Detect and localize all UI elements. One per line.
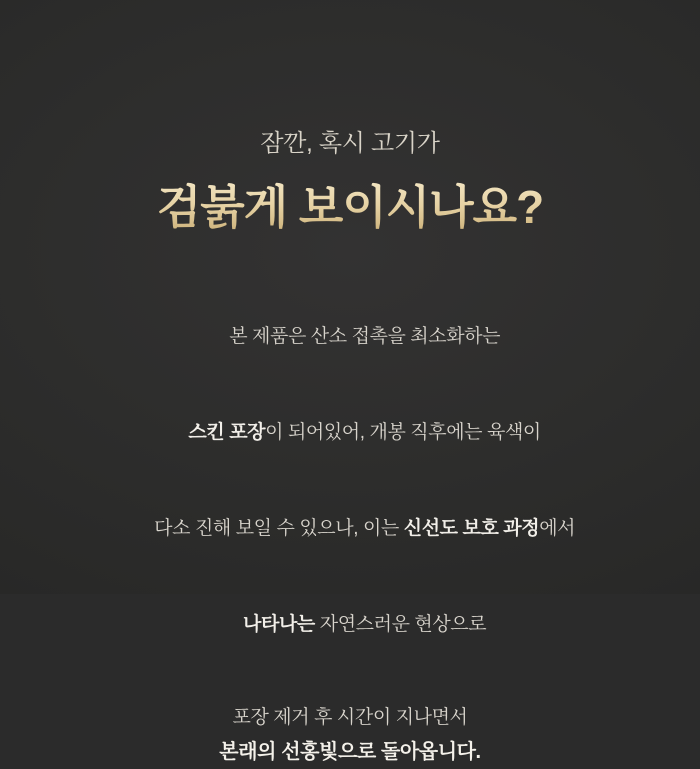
body-line-4 xyxy=(0,577,700,673)
body-line-3-emphasis: 신선도 보호 과정 xyxy=(403,517,540,539)
closing-text-block xyxy=(0,701,700,769)
closing-line-2: 본래의 선홍빛으로 돌아옵니다. xyxy=(219,740,481,763)
body-line-3-text-b: 에서 xyxy=(539,517,576,539)
body-line-2-text: 이 되어있어, 개봉 직후에는 육색이 xyxy=(265,421,541,443)
body-line-4-text: 자연스러운 현상으로 xyxy=(314,613,487,635)
body-line-4-emphasis: 나타나는 xyxy=(243,613,315,635)
closing-line-1: 포장 제거 후 시간이 지나면서 xyxy=(232,706,468,728)
body-line-3 xyxy=(0,481,700,577)
body-line-1-text: 본 제품은 산소 접촉을 최소화하는 xyxy=(229,325,501,347)
headline-block xyxy=(0,128,700,237)
body-text-block xyxy=(0,289,700,673)
eyebrow-text: 잠깐, 혹시 고기가 xyxy=(260,130,440,157)
body-line-1 xyxy=(0,289,700,385)
body-line-2-emphasis: 스킨 포장 xyxy=(188,421,266,443)
body-line-3-text-a: 다소 진해 보일 수 있으나, 이는 xyxy=(154,517,404,539)
headline-text: 검붉게 보이시나요? xyxy=(0,179,700,237)
body-line-2 xyxy=(0,385,700,481)
